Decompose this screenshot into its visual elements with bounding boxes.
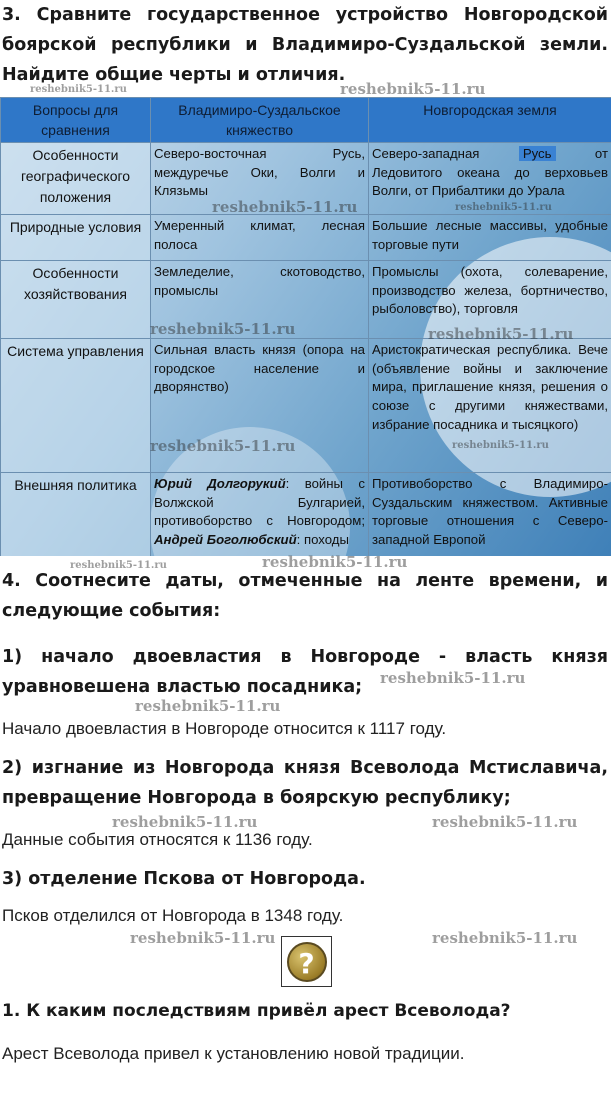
watermark: reshebnik5-11.ru — [262, 553, 408, 571]
table-cell-question: Система управления — [1, 339, 151, 473]
question-icon: ? — [287, 942, 327, 982]
table-cell-question: Природные условия — [1, 215, 151, 261]
watermark: reshebnik5-11.ru — [380, 669, 526, 687]
watermark: reshebnik5-11.ru — [130, 929, 276, 947]
table-cell-novgorod: Противоборство с Владимиро-Суздальским княжеством. Активные торговые отношения с Северо-западной Европой — [369, 473, 611, 557]
task4-heading: 4. Соотнесите даты, отмеченные на ленте времени, и следующие события: — [2, 571, 608, 621]
question-icon-box — [281, 936, 332, 987]
table-cell-vladimir: Северо-восточная Русь, междуречье Оки, Волги и Клязьмы — [151, 143, 369, 215]
cell-text: : войны с Волжской Булгарией, противоборство с Новгородом; — [154, 476, 365, 529]
table-row — [1, 339, 611, 473]
task4-answer-2: Данные события относятся к 1136 году. — [2, 830, 313, 849]
column-header: Владимиро-Суздальское княжество — [151, 98, 369, 143]
task4-answer-1: Начало двоевластия в Новгороде относится к 1117 году. — [2, 719, 447, 738]
question1-heading: 1. К каким последствиям привёл арест Всеволода? — [2, 1001, 511, 1021]
task4-event-1: 1) начало двоевластия в Новгороде - власть князя уравновешена властью посадника; — [2, 647, 608, 697]
table-cell-novgorod: Большие лесные массивы, удобные торговые пути — [369, 215, 611, 261]
table-cell-question: Особенности географического положения — [1, 143, 151, 215]
watermark: reshebnik5-11.ru — [212, 198, 358, 216]
table-header-row — [1, 98, 611, 143]
ruler-name: Юрий Долгорукий — [154, 476, 286, 491]
watermark: reshebnik5-11.ru — [432, 929, 578, 947]
watermark: reshebnik5-11.ru — [432, 813, 578, 831]
table-row — [1, 473, 611, 557]
watermark: reshebnik5-11.ru — [455, 202, 552, 213]
table-cell-vladimir: Земледелие, скотоводство, промыслы — [151, 261, 369, 339]
task3-heading: 3. Сравните государственное устройство Новгородской боярской республики и Владимиро-Суздальской земли. Найдите общие черты и отличия. — [2, 5, 608, 85]
table-cell-question: Внешняя политика — [1, 473, 151, 557]
watermark: reshebnik5-11.ru — [70, 560, 167, 571]
table-cell-question: Особенности хозяйствования — [1, 261, 151, 339]
cell-text: Северо-западная — [372, 146, 519, 161]
task4-event-2: 2) изгнание из Новгорода князя Всеволода Мстиславича, превращение Новгорода в боярскую республику; — [2, 758, 608, 808]
highlighted-word: Русь — [519, 146, 556, 161]
question1-answer: Арест Всеволода привел к установлению новой традиции. — [2, 1044, 465, 1063]
table-cell-novgorod: Промыслы (охота, солеварение, производство железа, бортничество, рыболовство), торговля — [369, 261, 611, 339]
watermark: reshebnik5-11.ru — [135, 697, 281, 715]
column-header: Вопросы для сравнения — [1, 98, 151, 143]
task4-answer-3: Псков отделился от Новгорода в 1348 году. — [2, 906, 344, 925]
watermark: reshebnik5-11.ru — [340, 80, 486, 98]
watermark: reshebnik5-11.ru — [112, 813, 258, 831]
table-cell-vladimir: Умеренный климат, лесная полоса — [151, 215, 369, 261]
table-cell-vladimir: Сильная власть князя (опора на городское население и дворянство) — [151, 339, 369, 473]
table-row — [1, 215, 611, 261]
table-cell-vladimir — [151, 473, 369, 557]
column-header: Новгородская земля — [369, 98, 611, 143]
table-cell-novgorod: Аристократическая республика. Вече (объявление войны и заключение мира, приглашение князя, решения о союзе с другими княжествами, избрание посадника и тысяцкого) — [369, 339, 611, 473]
watermark: reshebnik5-11.ru — [150, 320, 296, 338]
cell-text: от Ледовитого океана до верховьев Волги, от Прибалтики до Урала — [372, 146, 608, 199]
task4-event-3: 3) отделение Пскова от Новгорода. — [2, 869, 366, 889]
ruler-name: Андрей Боголюбский — [154, 532, 297, 548]
cell-text: : походы — [296, 532, 349, 548]
watermark: reshebnik5-11.ru — [30, 84, 127, 95]
watermark: reshebnik5-11.ru — [150, 437, 296, 455]
watermark: reshebnik5-11.ru — [428, 325, 574, 343]
watermark: reshebnik5-11.ru — [452, 440, 549, 451]
